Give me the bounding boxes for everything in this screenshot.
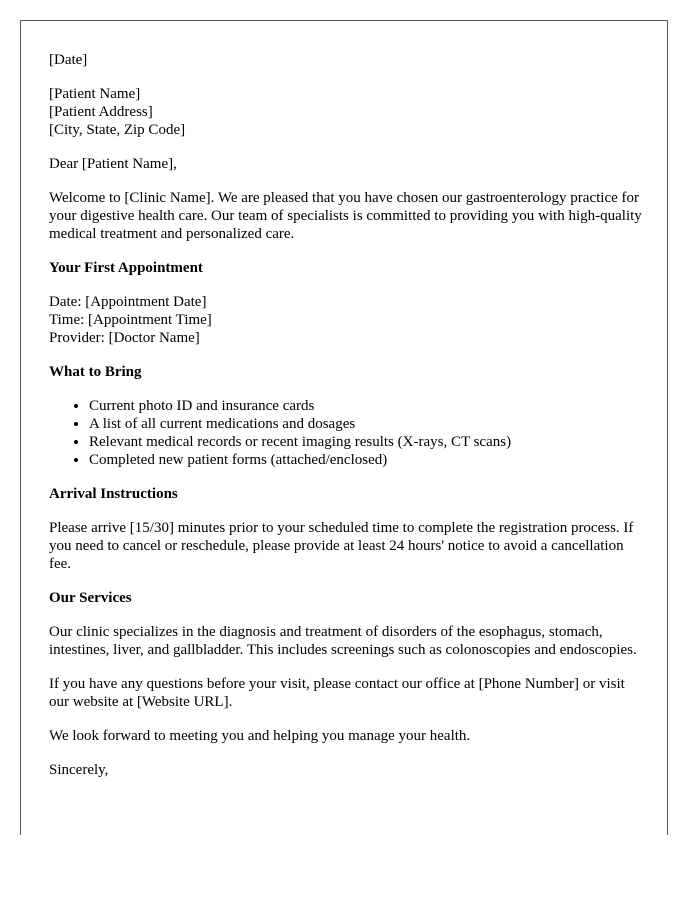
appointment-time: Time: [Appointment Time] [49, 312, 212, 328]
arrival-instructions-heading: Arrival Instructions [49, 486, 178, 502]
list-item: • A list of all current medications and dosages [89, 415, 645, 433]
our-services-heading: Our Services [49, 590, 132, 606]
signoff: Sincerely, [49, 762, 109, 778]
intro-paragraph: Welcome to [Clinic Name]. We are pleased that you have chosen our gastroenterology practice for your digestive health care. Our team of specialists is committed to providing you with high-quality medical treatment and personalized care. [49, 190, 642, 242]
list-item: • Relevant medical records or recent imaging results (X-rays, CT scans) [89, 433, 645, 451]
recipient-city-state-zip: [City, State, Zip Code] [49, 122, 186, 138]
contact-paragraph: If you have any questions before your visit, please contact our office at [Phone Number] or visit our website at [Website URL]. [49, 676, 625, 710]
recipient-name: [Patient Name] [49, 86, 141, 102]
salutation: Dear [Patient Name], [49, 156, 177, 172]
appointment-provider: Provider: [Doctor Name] [49, 330, 200, 346]
our-services-paragraph: Our clinic specializes in the diagnosis and treatment of disorders of the esophagus, stomach, intestines, liver, and gallbladder. This includes screenings such as colonoscopies and endoscopies. [49, 624, 637, 658]
list-item: • Completed new patient forms (attached/enclosed) [89, 451, 645, 469]
recipient-address: [Patient Address] [49, 104, 153, 120]
recipient-address-block [49, 85, 645, 139]
appointment-details [49, 293, 645, 347]
list-item: • Current photo ID and insurance cards [89, 397, 645, 415]
letter-date: [Date] [49, 52, 88, 68]
first-appointment-heading: Your First Appointment [49, 260, 203, 276]
what-to-bring-heading: What to Bring [49, 364, 142, 380]
what-to-bring-list [49, 397, 645, 469]
closing-paragraph: We look forward to meeting you and helping you manage your health. [49, 728, 471, 744]
arrival-instructions-paragraph: Please arrive [15/30] minutes prior to your scheduled time to complete the registration process. If you need to cancel or reschedule, please provide at least 24 hours' notice to avoid a cancellation fee. [49, 520, 634, 572]
welcome-letter [20, 20, 668, 835]
appointment-date: Date: [Appointment Date] [49, 294, 207, 310]
